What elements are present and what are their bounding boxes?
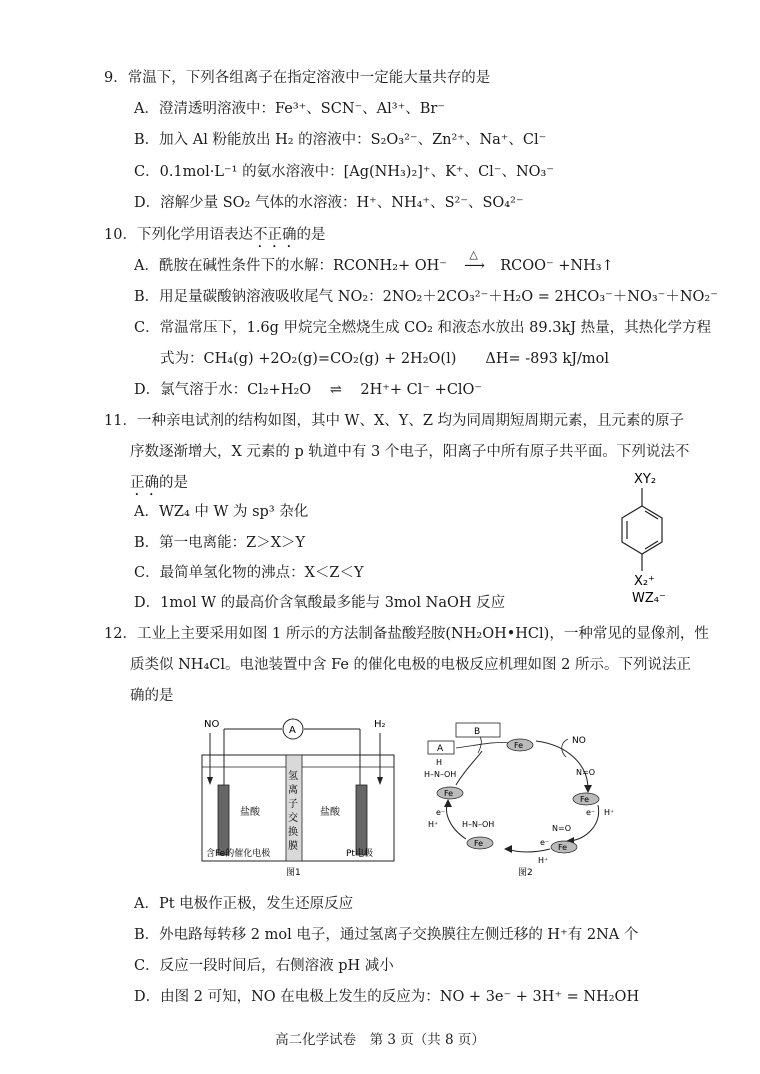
svg-text:e⁻: e⁻ (586, 808, 596, 817)
svg-text:e⁻: e⁻ (436, 808, 446, 817)
figure-2-mechanism (418, 715, 628, 880)
q11-option-a: A．WZ₄ 中 W 为 sp³ 杂化 (134, 504, 309, 520)
q11-line2: 序数逐渐增大，X 元素的 p 轨道中有 3 个电子，阳离子中所有原子共平面。下列说法不 (130, 444, 690, 460)
svg-text:H: H (436, 758, 443, 767)
q10-option-d: D．氯气溶于水：Cl₂+H₂O ⇌ 2H⁺+ Cl⁻ +ClO⁻ (134, 382, 483, 398)
q12-line1: 12．工业上主要采用如图 1 所示的方法制备盐酸羟胺(NH₂OH•HCl)，一种常见的显像剂，性 (104, 626, 709, 642)
svg-text:Fe: Fe (580, 795, 590, 804)
svg-text:盐酸: 盐酸 (240, 807, 260, 818)
q9-stem: 9．常温下，下列各组离子在指定溶液中一定能大量共存的是 (104, 70, 491, 86)
q9-option-a: A．澄清透明溶液中：Fe³⁺、SCN⁻、Al³⁺、Br⁻ (134, 101, 445, 117)
svg-text:盐酸: 盐酸 (320, 807, 340, 818)
figure-1-electrolytic-cell (196, 715, 406, 880)
svg-text:H⁺: H⁺ (428, 820, 439, 829)
svg-text:H–N–OH: H–N–OH (462, 820, 495, 829)
svg-text:Fe: Fe (474, 839, 484, 848)
page-footer: 高二化学试卷 第 3 页（共 8 页） (275, 1032, 485, 1048)
svg-text:H⁺: H⁺ (538, 856, 549, 865)
q12-option-a: A．Pt 电极作正极，发生还原反应 (134, 896, 354, 912)
svg-text:图2: 图2 (518, 868, 533, 878)
svg-text:含Fe的催化电极: 含Fe的催化电极 (206, 849, 271, 859)
svg-text:子: 子 (288, 799, 298, 810)
q12-option-b: B．外电路每转移 2 mol 电子，通过氢离子交换膜往左侧迁移的 H⁺有 2NA 个 (134, 927, 639, 943)
struct-top-label: XY₂ (634, 472, 657, 487)
q12-option-d: D．由图 2 可知，NO 在电极上发生的反应为：NO + 3e⁻ + 3H⁺ = NH₂OH (134, 989, 640, 1005)
q11-option-d: D．1mol W 的最高价含氧酸最多能与 3mol NaOH 反应 (134, 595, 506, 611)
svg-text:A: A (289, 725, 296, 736)
q9-option-c: C．0.1mol·L⁻¹ 的氨水溶液中：[Ag(NH₃)₂]⁺、K⁺、Cl⁻、NO₃⁻ (134, 164, 554, 180)
q10-stem: 10．下列化学用语表达不正确的是 (104, 227, 326, 243)
q11-option-b: B．第一电离能：Z＞X＞Y (134, 535, 306, 551)
svg-text:图1: 图1 (286, 868, 301, 878)
svg-text:Fe: Fe (558, 843, 568, 852)
svg-text:N=O: N=O (552, 824, 571, 833)
svg-text:H–N–OH: H–N–OH (424, 770, 457, 779)
svg-text:氢: 氢 (288, 771, 298, 782)
q11-line1: 11．一种亲电试剂的结构如图，其中 W、X、Y、Z 均为同周期短周期元素，且元素的原子 (104, 413, 685, 429)
svg-text:Fe: Fe (514, 741, 524, 750)
struct-bottom-label: X₂⁺ (634, 574, 655, 589)
q11-option-c: C．最简单氢化物的沸点：X＜Z＜Y (134, 565, 364, 581)
q11-structure-figure (600, 468, 690, 608)
svg-text:A: A (437, 744, 444, 754)
svg-text:换: 换 (288, 827, 298, 838)
svg-text:H₂: H₂ (374, 719, 386, 730)
q9-option-d: D．溶解少量 SO₂ 气体的水溶液：H⁺、NH₄⁺、S²⁻、SO₄²⁻ (134, 195, 524, 211)
q10-option-b: B．用足量碳酸钠溶液吸收尾气 NO₂：2NO₂＋2CO₃²⁻＋H₂O = 2HCO₃⁻＋NO₃⁻＋NO₂⁻ (134, 289, 718, 305)
q10-option-c-line1: C．常温常压下，1.6g 甲烷完全燃烧生成 CO₂ 和液态水放出 89.3kJ 热量，其热化学方程 (134, 320, 712, 336)
struct-anion-label: WZ₄⁻ (632, 591, 666, 606)
svg-text:H⁺: H⁺ (604, 808, 615, 817)
svg-text:Fe: Fe (444, 789, 454, 798)
svg-text:N=O: N=O (576, 768, 595, 777)
q9-option-b: B．加入 Al 粉能放出 H₂ 的溶液中：S₂O₃²⁻、Zn²⁺、Na⁺、Cl⁻ (134, 132, 547, 148)
svg-text:离: 离 (288, 785, 298, 796)
svg-text:NO: NO (204, 719, 220, 730)
svg-text:膜: 膜 (288, 841, 298, 852)
q11-line3: 正确的是 (130, 475, 188, 491)
q10-option-a: A．酰胺在碱性条件下的水解：RCONH₂+ OH⁻ △ ⟶ RCOO⁻ +NH₃↑ (134, 248, 614, 274)
svg-text:NO: NO (572, 736, 586, 746)
svg-text:e⁻: e⁻ (540, 838, 550, 847)
q12-line3: 确的是 (130, 688, 174, 704)
q12-option-c: C．反应一段时间后，右侧溶液 pH 减小 (134, 958, 394, 974)
q12-line2: 质类似 NH₄Cl。电池装置中含 Fe 的催化电极的电极反应机理如图 2 所示。下列说法正 (130, 657, 691, 673)
svg-text:交: 交 (288, 813, 298, 824)
svg-text:B: B (474, 727, 481, 737)
svg-text:Pt电极: Pt电极 (346, 849, 373, 859)
q10-option-c-line2: 式为：CH₄(g) +2O₂(g)=CO₂(g) + 2H₂O(l) ΔH= -893 kJ/mol (160, 351, 610, 367)
